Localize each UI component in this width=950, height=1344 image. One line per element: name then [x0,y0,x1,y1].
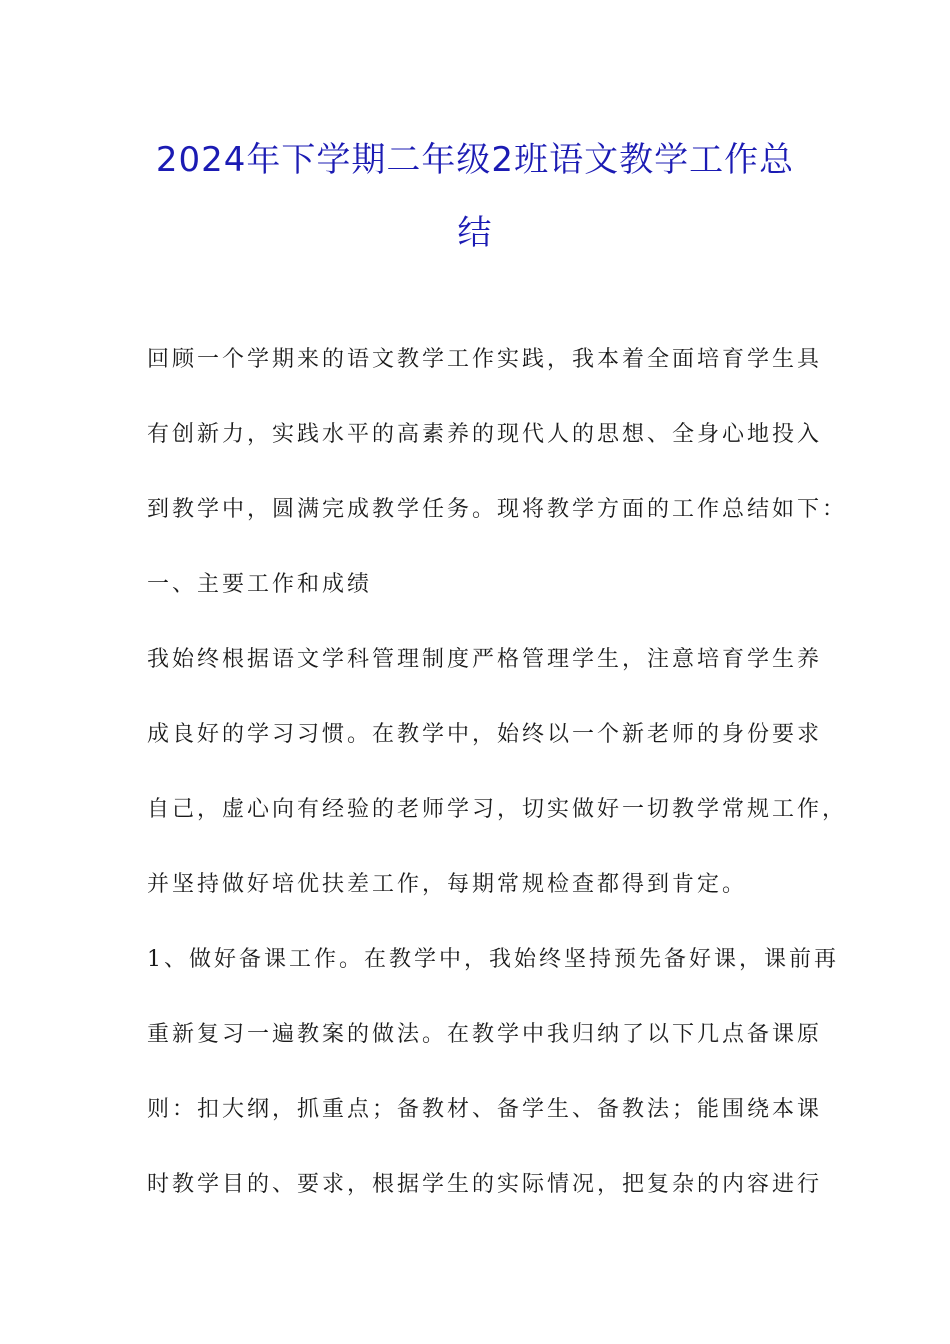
section-heading: 一、主要工作和成绩 [147,572,373,597]
body-line: 回顾一个学期来的语文教学工作实践，我本着全面培育学生具 [147,347,823,372]
body-line: 并坚持做好培优扶差工作，每期常规检查都得到肯定。 [147,872,748,897]
body-line: 1、做好备课工作。在教学中，我始终坚持预先备好课，课前再 [147,947,839,972]
document-body [147,338,848,1238]
body-line: 成良好的学习习惯。在教学中，始终以一个新老师的身份要求 [147,722,823,747]
document-title-line-1: 2024年下学期二年级2班语文教学工作总 [155,140,795,180]
body-line: 自己，虚心向有经验的老师学习，切实做好一切教学常规工作， [147,797,848,822]
body-line: 到教学中，圆满完成教学任务。现将教学方面的工作总结如下： [147,497,848,522]
body-line: 重新复习一遍教案的做法。在教学中我归纳了以下几点备课原 [147,1022,823,1047]
body-line: 我始终根据语文学科管理制度严格管理学生，注意培育学生养 [147,647,823,672]
body-line: 时教学目的、要求，根据学生的实际情况，把复杂的内容进行 [147,1172,823,1197]
body-line: 有创新力，实践水平的高素养的现代人的思想、全身心地投入 [147,422,823,447]
body-line: 则：扣大纲，抓重点；备教材、备学生、备教法；能围绕本课 [147,1097,823,1122]
document-title-line-2: 结 [457,213,493,253]
